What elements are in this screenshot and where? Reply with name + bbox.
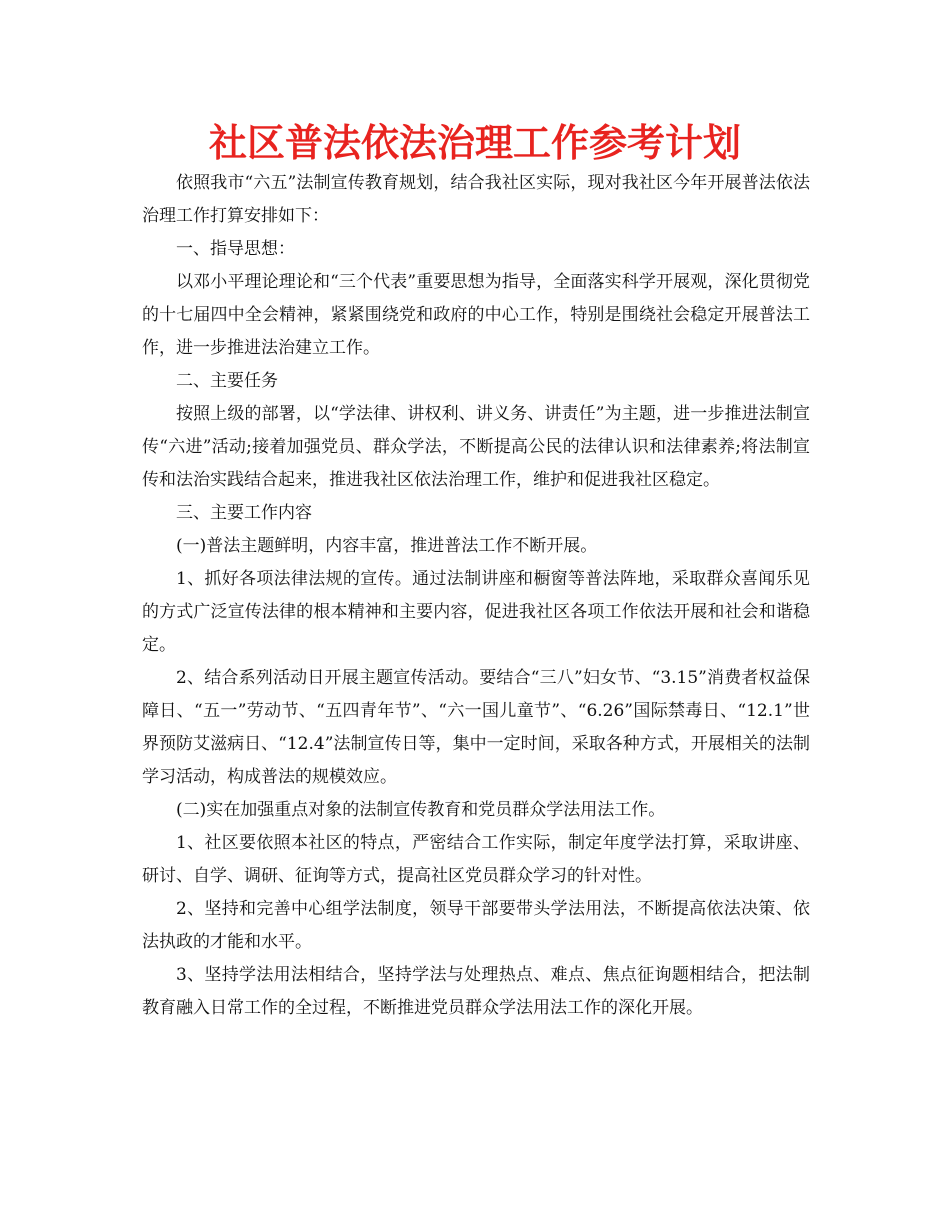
paragraph-guiding-ideology: 以邓小平理论理论和“三个代表”重要思想为指导，全面落实科学开展观，深化贯彻党的十七届四中全会精神，紧紧围绕党和政府的中心工作，特别是围绕社会稳定开展普法工作，进一步推进法治建立工作。 xyxy=(142,272,810,358)
paragraph-2-3: 3、坚持学法用法相结合，坚持学法与处理热点、难点、焦点征询题相结合，把法制教育融入日常工作的全过程，不断推进党员群众学法用法工作的深化开展。 xyxy=(142,965,810,1018)
paragraph-main-tasks: 按照上级的部署，以“学法律、讲权利、讲义务、讲责任”为主题，进一步推进法制宣传“六进”活动;接着加强党员、群众学法，不断提高公民的法律认识和法律素养;将法制宣传和法治实践结合起来，推进我社区依法治理工作，维护和促进我社区稳定。 xyxy=(142,404,810,490)
paragraph-2-2: 2、坚持和完善中心组学法制度，领导干部要带头学法用法，不断提高依法决策、依法执政的才能和水平。 xyxy=(142,899,810,952)
paragraph-intro: 依照我市“六五”法制宣传教育规划，结合我社区实际，现对我社区今年开展普法依法治理工作打算安排如下： xyxy=(142,173,810,226)
document-body xyxy=(142,167,810,1025)
subheading-2: (二)实在加强重点对象的法制宣传教育和党员群众学法用法工作。 xyxy=(176,800,666,820)
heading-main-work-content: 三、主要工作内容 xyxy=(176,503,312,523)
paragraph-2-1: 1、社区要依照本社区的特点，严密结合工作实际，制定年度学法打算，采取讲座、研讨、自学、调研、征询等方式，提高社区党员群众学习的针对性。 xyxy=(142,833,810,886)
subheading-1: (一)普法主题鲜明，内容丰富，推进普法工作不断开展。 xyxy=(176,536,598,556)
paragraph-1-2: 2、结合系列活动日开展主题宣传活动。要结合“三八”妇女节、“3.15”消费者权益保障日、“五一”劳动节、“五四青年节”、“六一国儿童节”、“6.26”国际禁毒日、“12.1”世界预防艾滋病日、“12.4”法制宣传日等，集中一定时间，采取各种方式，开展相关的法制学习活动，构成普法的规模效应。 xyxy=(142,668,810,787)
document-title: 社区普法依法治理工作参考计划 xyxy=(208,121,741,165)
heading-guiding-ideology: 一、指导思想： xyxy=(176,239,295,259)
paragraph-1-1: 1、抓好各项法律法规的宣传。通过法制讲座和橱窗等普法阵地，采取群众喜闻乐见的方式广泛宣传法律的根本精神和主要内容，促进我社区各项工作依法开展和社会和谐稳定。 xyxy=(142,569,810,655)
heading-main-tasks: 二、主要任务 xyxy=(176,371,278,391)
